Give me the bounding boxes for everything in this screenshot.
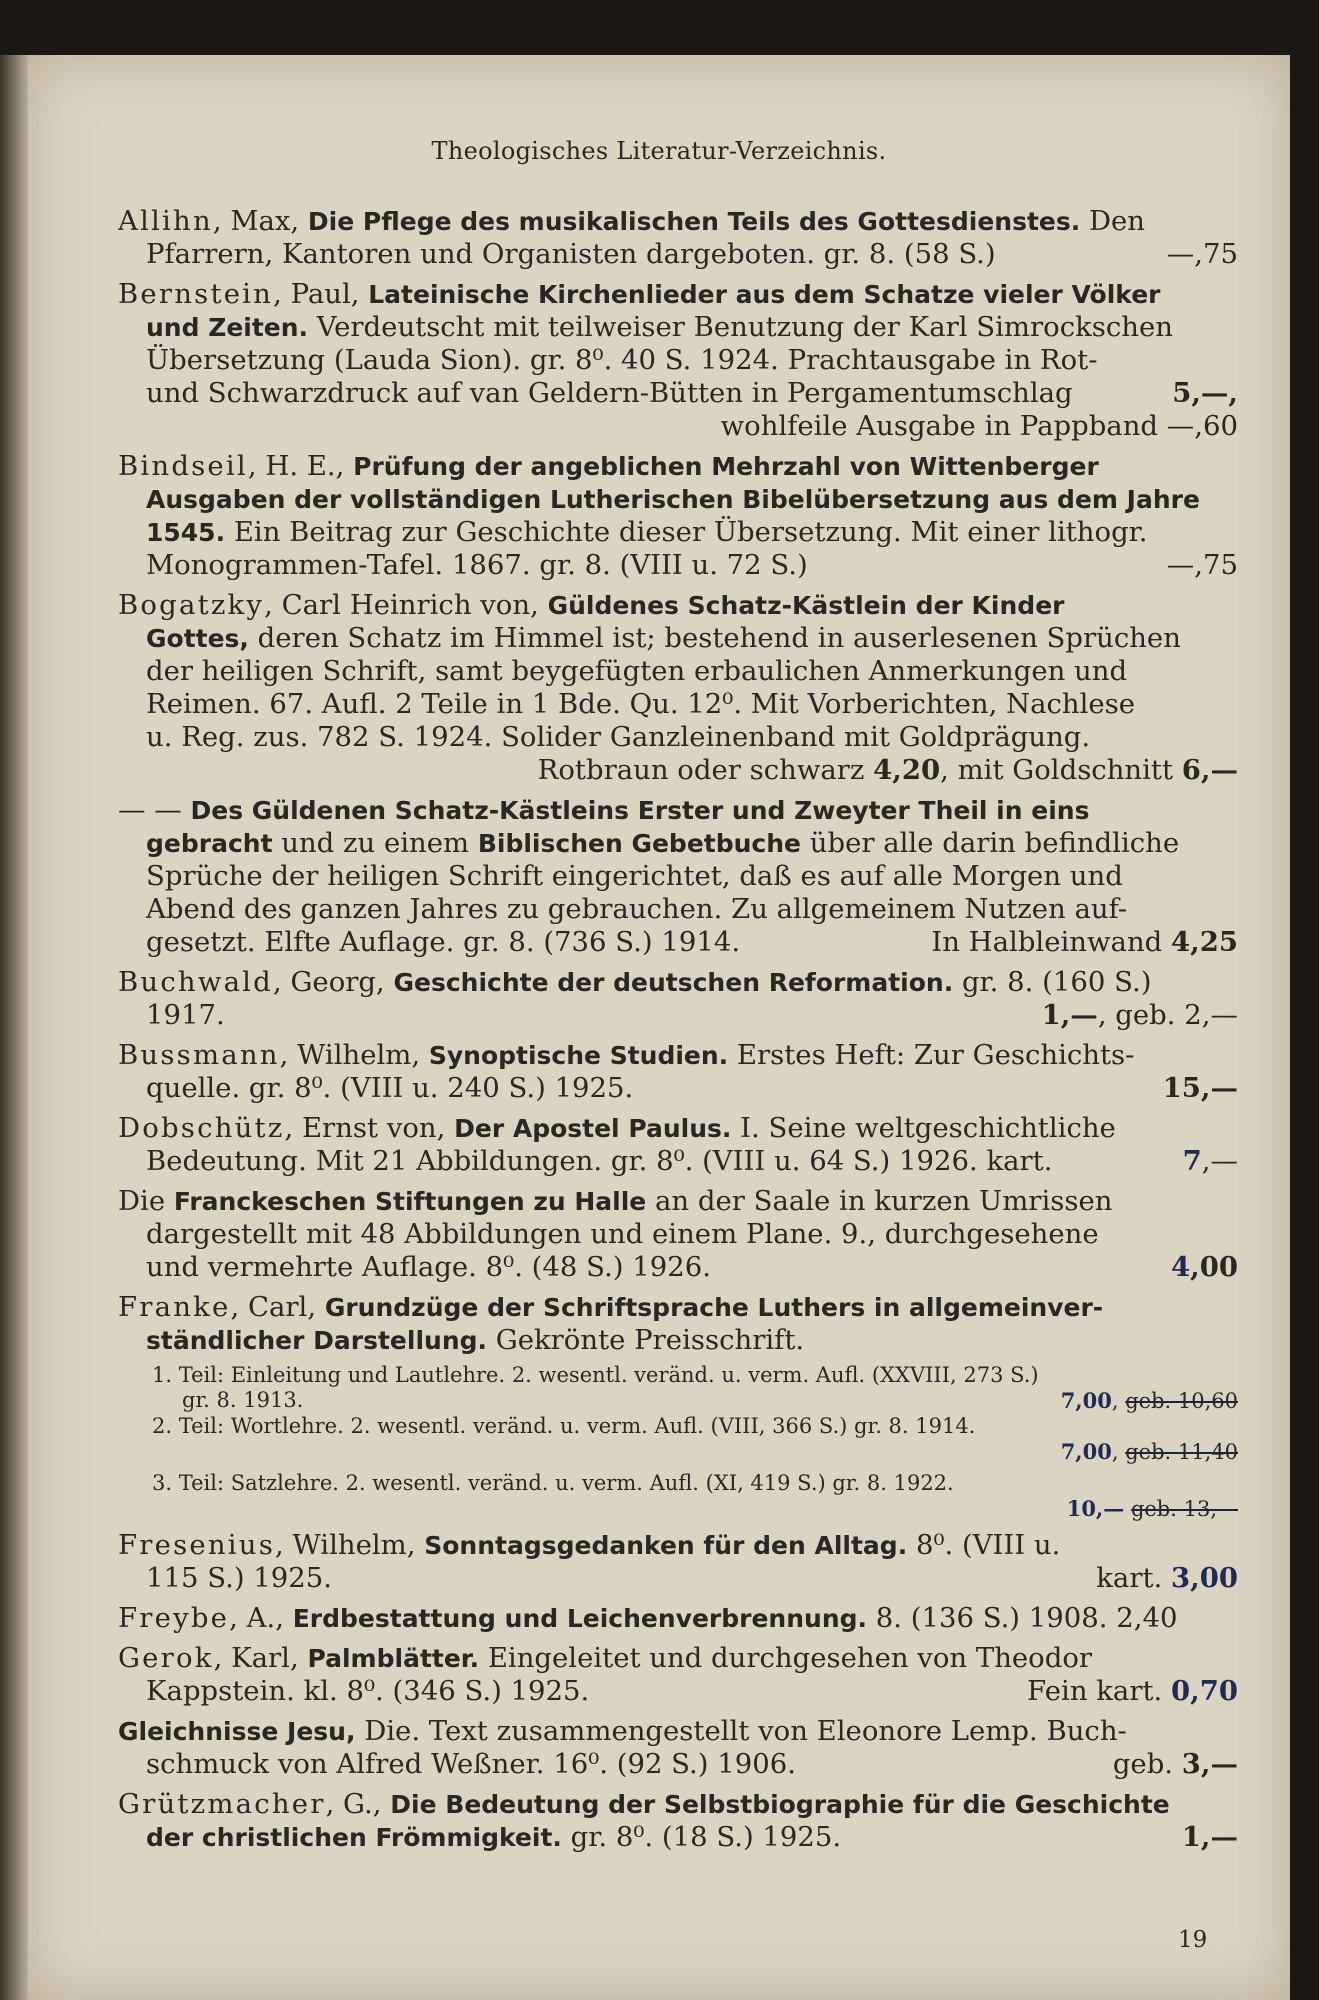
catalog-entry: Grützmacher, G., Die Bedeutung der Selbstbiographie für die Geschichte der christlichen Frömmigkeit. gr. 8⁰. (18 S.) 1925. 1,— <box>118 1788 1238 1853</box>
author-name: Bogatzky <box>118 589 265 621</box>
catalog-entry: Bernstein, Paul, Lateinische Kirchenlieder aus dem Schatze vieler Völker und Zeiten. Verdeutscht mit teilweiser Benutzung der Karl Simrockschen Übersetzung (Lauda Sion). gr. 8⁰. 40 S. 1924. Prachtausgabe in Rot- und Schwarzdruck auf van Geldern-Bütten in Pergamentumschlag 5,—, wohlfeile Ausgabe in Pappband —,60 <box>118 278 1238 442</box>
book-title: Lateinische Kirchenlieder aus dem Schatze vieler Völker <box>368 280 1161 309</box>
page-number: 19 <box>1178 1927 1208 1953</box>
catalog-entry: Die Franckeschen Stiftungen zu Halle an der Saale in kurzen Umrissen dargestellt mit 48 Abbildungen und einem Plane. 9., durchgesehene und vermehrte Auflage. 8⁰. (48 S.) 1926. 4,00 <box>118 1185 1238 1283</box>
book-title: Franckeschen Stiftungen zu Halle <box>173 1187 647 1216</box>
catalog-entry: Bussmann, Wilhelm, Synoptische Studien. Erstes Heft: Zur Geschichts- quelle. gr. 8⁰. (VIII u. 240 S.) 1925. 15,— <box>118 1039 1238 1104</box>
catalog-entry: Dobschütz, Ernst von, Der Apostel Paulus. I. Seine weltgeschichtliche Bedeutung. Mit 21 Abbildungen. gr. 8⁰. (VIII u. 64 S.) 1926. kart. 7,— <box>118 1112 1238 1177</box>
author-name: Bindseil <box>118 450 248 482</box>
catalog-entry: — — Des Güldenen Schatz-Kästleins Erster und Zweyter Theil in eins gebracht und zu einem Biblischen Gebetbuche über alle darin befindliche Sprüche der heiligen Schrift eingerichtet, daß es auf alle Morgen und Abend des ganzen Jahres zu gebrauchen. Zu allgemeinem Nutzen auf- gesetzt. Elfte Auflage. gr. 8. (736 S.) 1914. In Halbleinwand 4,25 <box>118 794 1238 958</box>
handwritten-price-correction: 4 <box>1171 1251 1191 1283</box>
handwritten-price-correction: 7,00 <box>1060 1388 1112 1413</box>
struck-price: geb. 11,40 <box>1125 1440 1238 1464</box>
price: 4,20 <box>873 754 941 786</box>
running-header: Theologisches Literatur-Verzeichnis. <box>431 137 887 165</box>
volume-item: 2. Teil: Wortlehre. 2. wesentl. veränd. u. verm. Aufl. (VIII, 366 S.) gr. 8. 1914. <box>152 1414 976 1438</box>
handwritten-price-correction: 0,70 <box>1171 1675 1238 1707</box>
catalog-entry: Gleichnisse Jesu, Die. Text zusammengestellt von Eleonore Lemp. Buch- schmuck von Alfred Weßner. 16⁰. (92 S.) 1906. geb. 3,— <box>118 1715 1238 1780</box>
book-title: Prüfung der angeblichen Mehrzahl von Wittenberger <box>353 452 1099 481</box>
catalog-entry: Allihn, Max, Die Pflege des musikalischen Teils des Gottesdienstes. Den Pfarrern, Kantoren und Organisten dargeboten. gr. 8. (58 S.) —,75 <box>118 205 1238 270</box>
price: 1,— <box>1181 1821 1238 1853</box>
price: 5,—, <box>1172 377 1238 409</box>
book-title: Die Bedeutung der Selbstbiographie für die Geschichte <box>390 1790 1170 1819</box>
price: 1,— <box>1041 999 1098 1031</box>
book-title: Die Pflege des musikalischen Teils des Gottesdienstes. <box>307 207 1081 236</box>
price: 4,25 <box>1171 926 1238 958</box>
adjacent-page-edge <box>0 55 28 2000</box>
book-title: Erdbestattung und Leichenverbrennung. <box>292 1604 868 1633</box>
catalog-entry: Buchwald, Georg, Geschichte der deutschen Reformation. gr. 8. (160 S.) 1917. 1,—, geb. 2,— <box>118 966 1238 1031</box>
catalog-entry: Franke, Carl, Grundzüge der Schriftsprache Luthers in allgemeinver- ständlicher Darstellung. Gekrönte Preisschrift. 1. Teil: Einleitung und Lautlehre. 2. wesentl. veränd. u. verm. Aufl. (XXVIII, 273 S.) gr. 8. 1913. 7,00, geb. 10,60 2. Teil: Wortlehre. 2. wesentl. veränd. u. verm. Aufl. (VIII, 366 S.) gr. 8. 1914. 7,00, geb. 11,40 3. Teil: Satzlehre. 2. wesentl. veränd. u. verm. Aufl. (XI, 419 S.) gr. 8. 1922. 10,— geb. 13,— <box>118 1291 1238 1521</box>
handwritten-price-correction: 7 <box>1182 1145 1202 1177</box>
price: —,75 <box>1166 549 1238 581</box>
book-title: Synoptische Studien. <box>428 1041 729 1070</box>
book-title: Grundzüge der Schriftsprache Luthers in allgemeinver- <box>324 1293 1104 1322</box>
book-title: und Zeiten. <box>146 313 309 342</box>
struck-price: geb. 10,60 <box>1125 1389 1238 1413</box>
book-title: Gleichnisse Jesu, <box>118 1717 356 1746</box>
price: 3,— <box>1181 1748 1238 1780</box>
volume-item: 1. Teil: Einleitung und Lautlehre. 2. wesentl. veränd. u. verm. Aufl. (XXVIII, 273 S.) <box>152 1363 1039 1387</box>
book-title: Sonntagsgedanken für den Alltag. <box>424 1531 908 1560</box>
catalog-entry: Bindseil, H. E., Prüfung der angeblichen Mehrzahl von Wittenberger Ausgaben der vollständigen Lutherischen Bibelübersetzung aus dem Jahre 1545. Ein Beitrag zur Geschichte dieser Übersetzung. Mit einer lithogr. Monogrammen-Tafel. 1867. gr. 8. (VIII u. 72 S.) —,75 <box>118 450 1238 581</box>
catalog-entries <box>118 205 1238 1861</box>
author-name: Gerok <box>118 1642 214 1674</box>
author-name: Franke <box>118 1291 231 1323</box>
author-name: Freybe <box>118 1602 230 1634</box>
book-title: Güldenes Schatz-Kästlein der Kinder <box>547 591 1065 620</box>
volume-list: 1. Teil: Einleitung und Lautlehre. 2. wesentl. veränd. u. verm. Aufl. (XXVIII, 273 S.) gr. 8. 1913. 7,00, geb. 10,60 2. Teil: Wortlehre. 2. wesentl. veränd. u. verm. Aufl. (VIII, 366 S.) gr. 8. 1914. 7,00, geb. 11,40 3. Teil: Satzlehre. 2. wesentl. veränd. u. verm. Aufl. (XI, 419 S.) gr. 8. 1922. 10,— geb. 13,— <box>152 1363 1238 1521</box>
book-title: Palmblätter. <box>307 1644 480 1673</box>
handwritten-price-correction: 3,00 <box>1171 1562 1238 1594</box>
volume-item: 3. Teil: Satzlehre. 2. wesentl. veränd. u. verm. Aufl. (XI, 419 S.) gr. 8. 1922. <box>152 1471 954 1495</box>
price: —,60 <box>1166 410 1238 442</box>
struck-price: geb. 13,— <box>1130 1497 1238 1521</box>
author-name: Buchwald <box>118 966 273 998</box>
catalog-entry: Freybe, A., Erdbestattung und Leichenverbrennung. 8. (136 S.) 1908. 2,40 <box>118 1602 1178 1634</box>
price: 6,— <box>1181 754 1238 786</box>
catalog-entry: Gerok, Karl, Palmblätter. Eingeleitet und durchgesehen von Theodor Kappstein. kl. 8⁰. (346 S.) 1925. Fein kart. 0,70 <box>118 1642 1238 1707</box>
book-title: Ausgaben der vollständigen Lutherischen Bibelübersetzung aus dem Jahre <box>146 485 1200 514</box>
author-name: Dobschütz <box>118 1112 285 1144</box>
catalog-entry: Fresenius, Wilhelm, Sonntagsgedanken für den Alltag. 8⁰. (VIII u. 115 S.) 1925. kart. 3,00 <box>118 1529 1238 1594</box>
catalog-page <box>28 55 1290 2000</box>
author-name: Allihn <box>118 205 213 237</box>
handwritten-price-correction: 10,— <box>1066 1496 1125 1521</box>
author-name: Bussmann <box>118 1039 280 1071</box>
book-title: Geschichte der deutschen Reformation. <box>393 968 954 997</box>
book-title: Der Apostel Paulus. <box>454 1114 732 1143</box>
author-name: Grützmacher <box>118 1788 326 1820</box>
author-name: Fresenius <box>118 1529 276 1561</box>
catalog-entry: Bogatzky, Carl Heinrich von, Güldenes Schatz-Kästlein der Kinder Gottes, deren Schatz im Himmel ist; bestehend in auserlesenen Sprüchen der heiligen Schrift, samt beygefügten erbaulichen Anmerkungen und Reimen. 67. Aufl. 2 Teile in 1 Bde. Qu. 12⁰. Mit Vorberichten, Nachlese u. Reg. zus. 782 S. 1924. Solider Ganzleinenband mit Goldprägung. Rotbraun oder schwarz 4,20, mit Goldschnitt 6,— <box>118 589 1238 786</box>
handwritten-price-correction: 7,00 <box>1060 1439 1112 1464</box>
price: —,75 <box>1166 238 1238 270</box>
book-title: Des Güldenen Schatz-Kästleins Erster und Zweyter Theil in eins <box>190 796 1090 825</box>
author-name: Bernstein <box>118 278 274 310</box>
price: 15,— <box>1162 1072 1238 1104</box>
